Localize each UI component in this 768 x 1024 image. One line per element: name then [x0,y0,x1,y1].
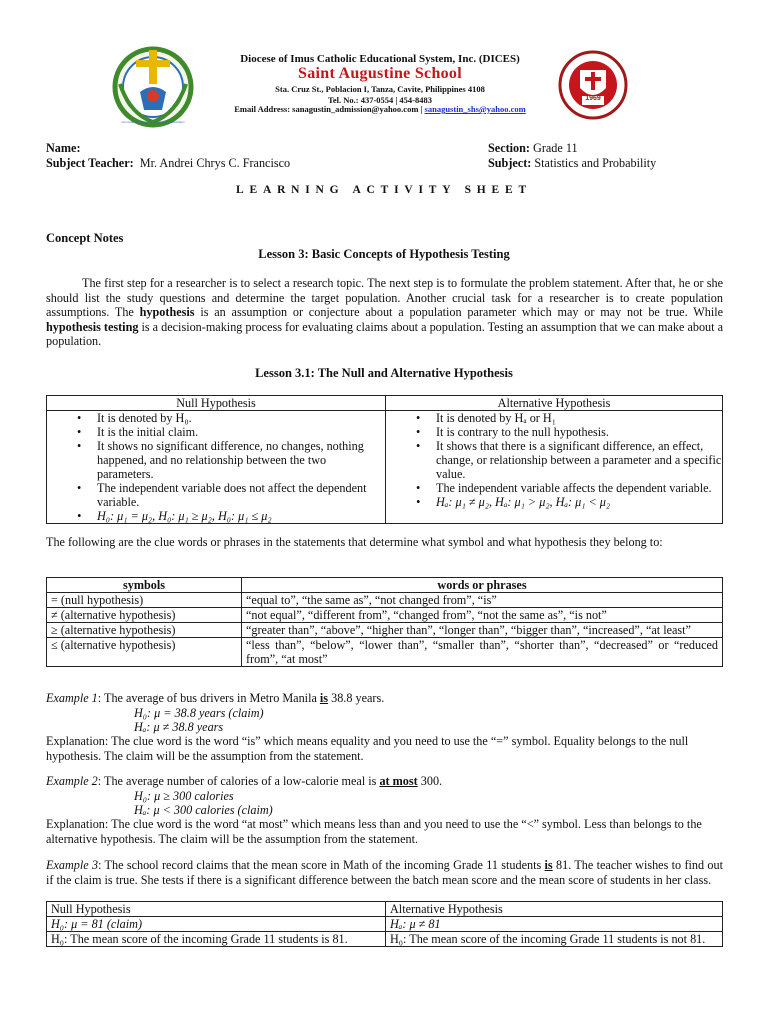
example2-h0: H₀: μ ≥ 300 calories [134,789,234,803]
null-list [47,411,385,523]
clue-table [46,577,723,667]
alt-header: Alternative Hypothesis [386,396,723,411]
ex3-alt-header: Alternative Hypothesis [386,902,723,917]
symbols-header: symbols [47,578,242,593]
intro-paragraph [46,276,723,349]
example3-text-b: 81. The teacher wishes to find out if the claim is true. She tests if there is a significant difference between the batch mean score and the mean score of students in her class. [46,858,723,887]
intro-part1: The first step for a researcher is to select a research topic. The next step is to formulate the problem statement. After that, he or she should list the study questions and determine the target population. Another crucial task for a researcher is to create population assumptions. The [46,276,723,319]
section-field [488,141,578,156]
intro-part2: is an assumption or conjecture about a population parameter which may or may not be true. While [194,305,723,319]
null-item-2: • It is the initial claim. [47,425,385,439]
words-header: words or phrases [242,578,723,593]
example1-key: is [319,691,329,705]
name-label: Name: [46,141,81,155]
null-cell [47,411,386,524]
clue-row [47,623,723,638]
ex3-alt-r2: H₀: The mean score of the incoming Grade 11 students is not 81. [386,932,723,947]
lesson3-title: Lesson 3: Basic Concepts of Hypothesis Testing [258,247,510,261]
clue-symbol: ≠ (alternative hypothesis) [47,608,242,623]
null-item-5: • H₀: μ₁ = μ₂, H₀: μ₁ ≥ μ₂, H₀: μ₁ ≤ μ₂ [47,509,385,523]
clue-symbol: = (null hypothesis) [47,593,242,608]
null-header: Null Hypothesis [47,396,386,411]
hypothesis-table [46,395,723,524]
clue-row [47,593,723,608]
alt-item-1: • It is denoted by Hₐ or H₁ [386,411,722,425]
alt-item-5: • Hₐ: μ₁ ≠ μ₂, Hₐ: μ₁ > μ₂, Hₐ: μ₁ < μ₂ [386,495,722,509]
email-label: Email Address: sanagustin_admission@yahoo.com | [234,104,425,114]
intro-part3: is a decision-making process for evaluating claims about a population. Testing an assumption that we can make about a population. [46,319,724,348]
left-logo-caption: Committed to Christian Excellence in Education [121,120,185,124]
sheet-title: LEARNING ACTIVITY SHEET [236,184,532,196]
ex3-null-header: Null Hypothesis [47,902,386,917]
hyp-table-header-row [47,396,723,411]
teacher-value: Mr. Andrei Chrys C. Francisco [139,156,291,170]
example1-label: Example 1 [46,691,98,705]
example2-text-a: : The average number of calories of a low-calorie meal is [97,774,380,788]
lesson31-title: Lesson 3.1: The Null and Alternative Hypothesis [255,366,513,380]
concept-notes-heading: Concept Notes [46,231,124,245]
ex3-null-r1: H₀: μ = 81 (claim) [47,917,386,932]
section-label: Section: [488,141,530,155]
ex3-row [47,932,723,947]
subject-field [488,156,656,171]
clue-row [47,638,723,667]
example1-h0: H₀: μ = 38.8 years (claim) [134,706,264,720]
example2-statement [46,774,723,789]
ex3-row [47,917,723,932]
subject-value: Statistics and Probability [534,156,657,170]
teacher-field [46,156,290,171]
alt-list [386,411,722,509]
school-address: Sta. Cruz St., Poblacion I, Tanza, Cavite, Philippines 4108 [275,84,485,94]
hypothesis-testing-term: hypothesis testing [46,319,139,334]
example2-ha: Hₐ: μ < 300 calories (claim) [134,803,273,817]
clue-row [47,608,723,623]
clue-intro: The following are the clue words or phrases in the statements that determine what symbol and what hypothesis they belong to: [46,535,663,549]
alt-cell [386,411,723,524]
example2-label: Example 2 [46,774,98,788]
clue-words: “less than”, “below”, “lower than”, “smaller than”, “shorter than”, “decreased” or “reduced from”, “at most” [242,638,723,667]
school-email [140,104,620,114]
school-tel: Tel. No.: 437-0554 | 454-8483 [327,95,433,105]
ex3-alt-r1: Hₐ: μ ≠ 81 [386,917,723,932]
example2-text-b: 300. [417,774,443,788]
null-item-4: • The independent variable does not affect the dependent variable. [47,481,385,509]
subject-label: Subject: [488,156,532,170]
example3-statement [46,858,723,887]
ex3-null-r2: H₀: The mean score of the incoming Grade 11 students is 81. [47,932,386,947]
example1-statement [46,691,723,706]
school-name: Saint Augustine School [298,65,462,82]
example2-explanation: Explanation: The clue word is the word “at most” which means less than and you need to use the “<” symbol. Less than belongs to the alternative hypothesis. The claim will be the assumption from the statement. [46,817,702,846]
clue-symbol: ≤ (alternative hypothesis) [47,638,242,667]
ex3-header-row [47,902,723,917]
clue-table-header [47,578,723,593]
clue-words: “greater than”, “above”, “higher than”, “longer than”, “bigger than”, “increased”, “at least” [242,623,723,638]
teacher-label: Subject Teacher: [46,156,134,170]
alt-item-3: • It shows that there is a significant difference, an effect, change, or relationship between a parameter and a specific value. [386,439,722,481]
clue-symbol: ≥ (alternative hypothesis) [47,623,242,638]
example3-table [46,901,723,947]
null-item-3: • It shows no significant difference, no changes, nothing happened, and no relationship between the two parameters. [47,439,385,481]
alt-item-4: • The independent variable affects the dependent variable. [386,481,722,495]
alt-item-2: • It is contrary to the null hypothesis. [386,425,722,439]
example1-text-b: 38.8 years. [328,691,385,705]
example3-key: is [544,858,553,872]
email-link[interactable]: sanagustin_shs@yahoo.com [424,104,526,114]
example3-text-a: : The school record claims that the mean score in Math of the incoming Grade 11 students [98,858,545,872]
hyp-table-body-row [47,411,723,524]
example3-label: Example 3 [46,858,99,872]
section-value: Grade 11 [533,141,578,155]
org-name: Diocese of Imus Catholic Educational System, Inc. (DICES) [240,53,520,65]
example1-text-a: : The average of bus drivers in Metro Manila [97,691,320,705]
example2-key: at most [379,774,418,788]
clue-words: “equal to”, “the same as”, “not changed from”, “is” [242,593,723,608]
example1-ha: Hₐ: μ ≠ 38.8 years [134,720,224,734]
null-item-1: • It is denoted by H₀. [47,411,385,425]
hypothesis-term: hypothesis [139,305,195,319]
clue-words: “not equal”, “different from”, “changed from”, “not the same as”, “is not” [242,608,723,623]
example1-explanation: Explanation: The clue word is the word “is” which means equality and you need to use the “=” symbol. Equality belongs to the null hypothesis. The claim will be the assumption from the statement. [46,734,689,763]
right-logo-year: 1969 [585,95,601,102]
